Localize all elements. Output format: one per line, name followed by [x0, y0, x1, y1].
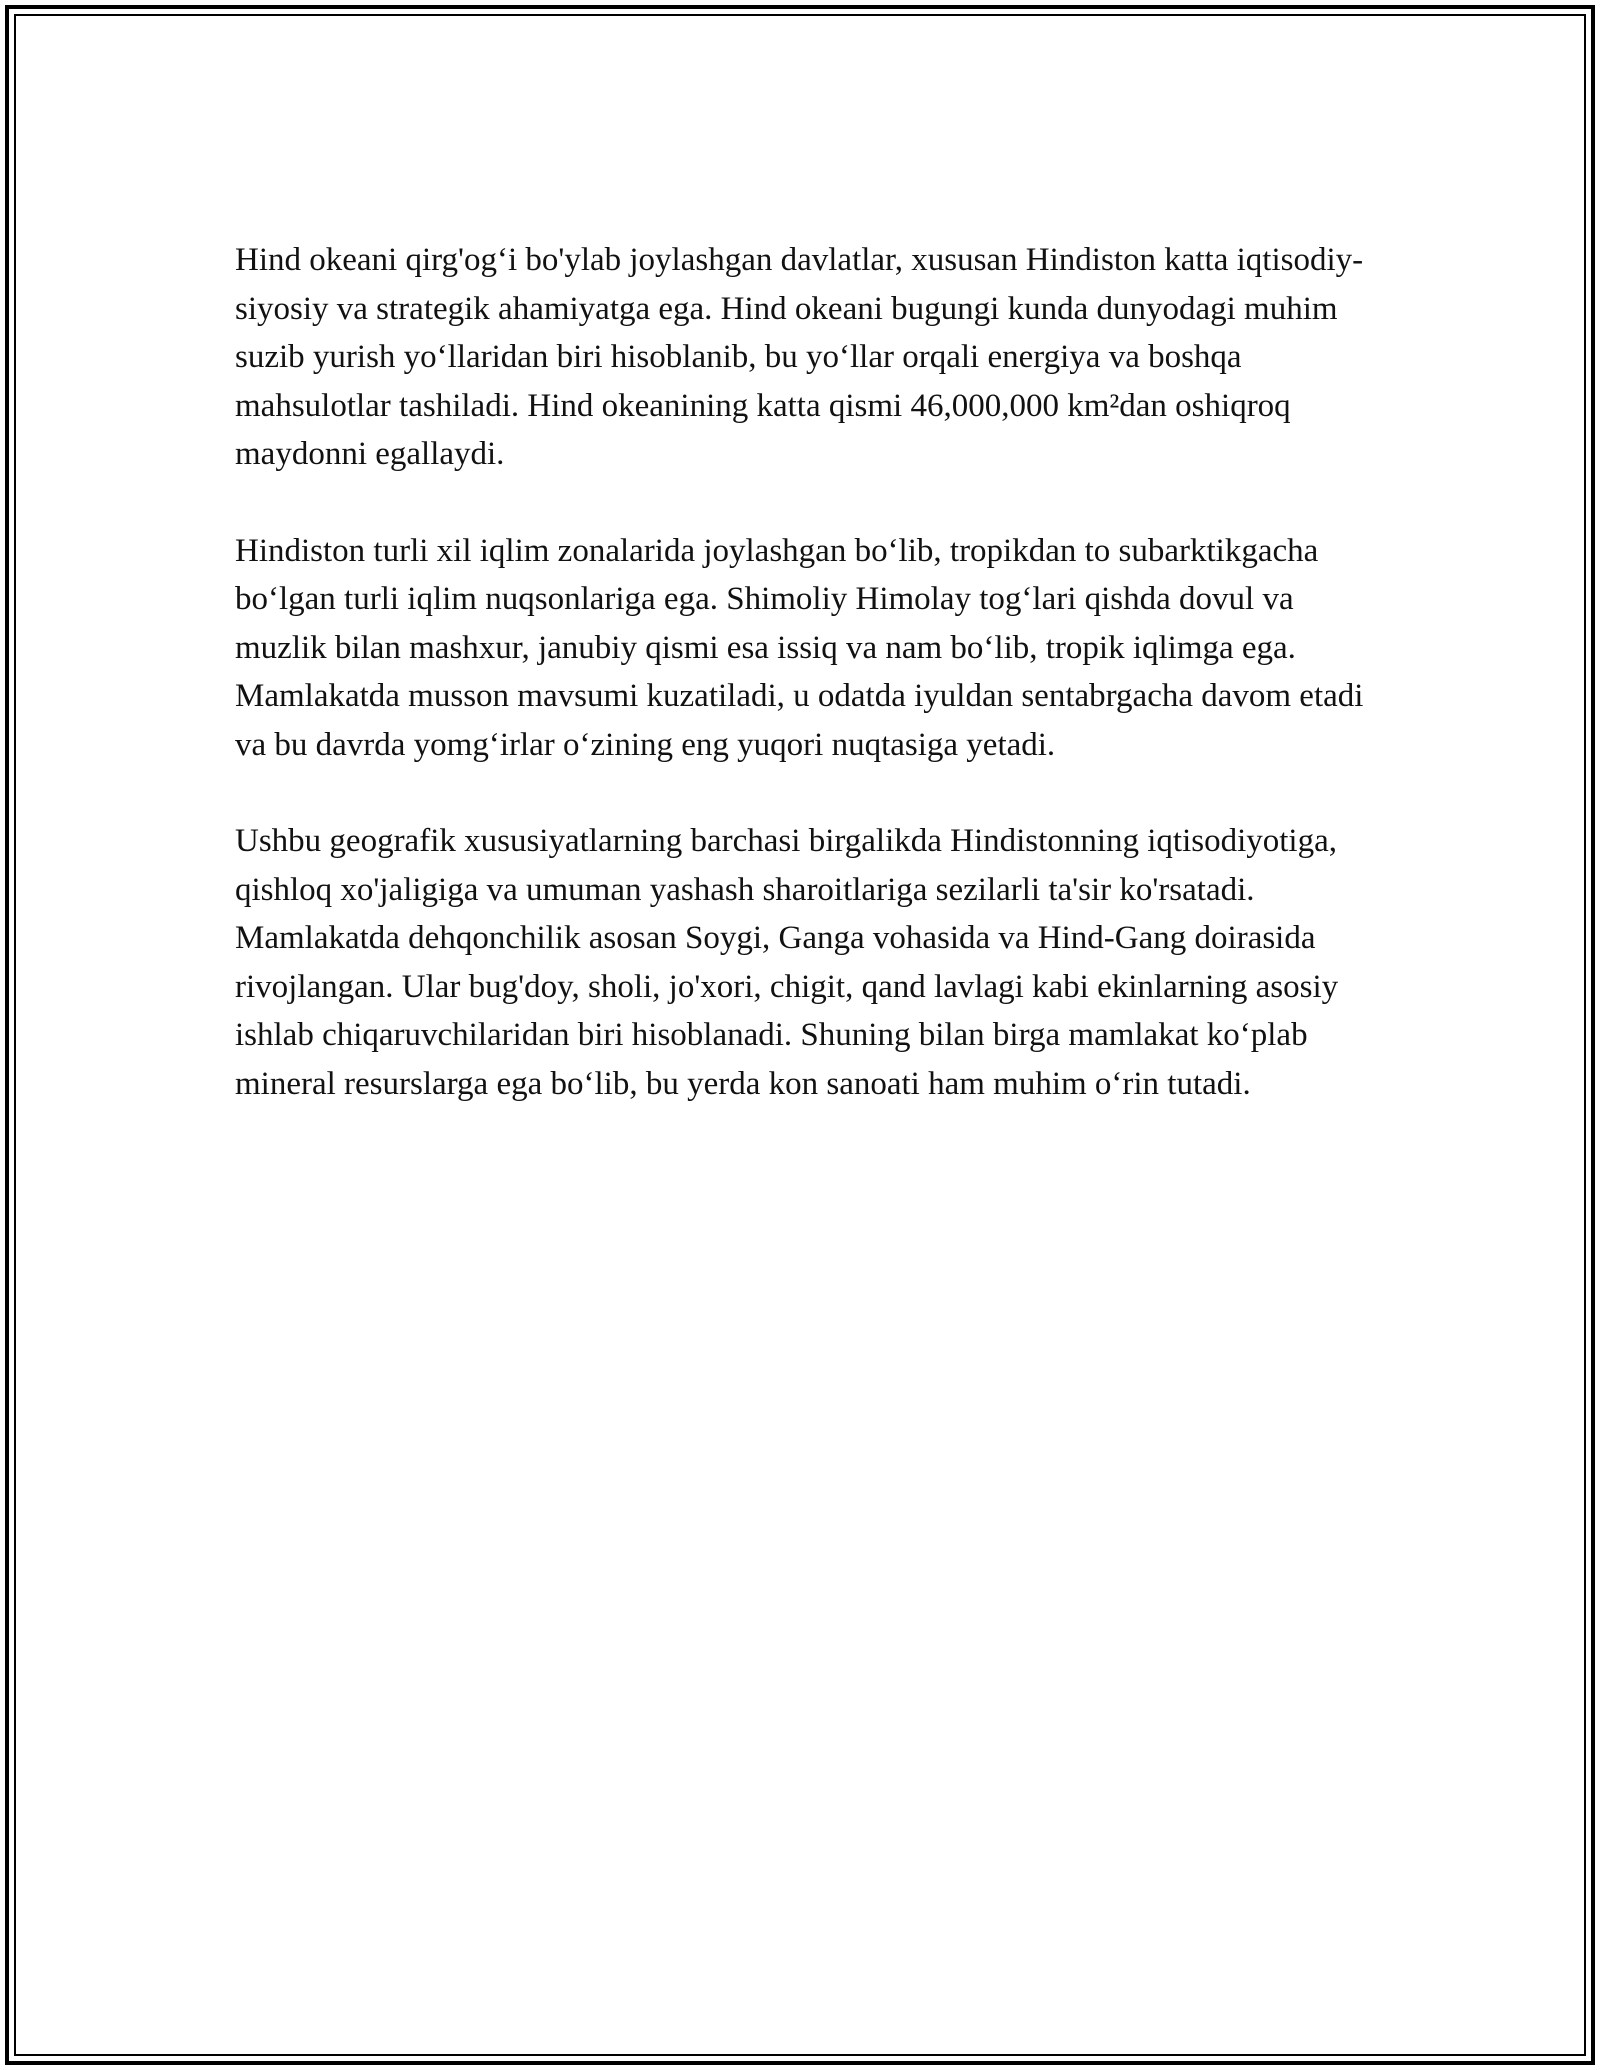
paragraph-1: Hind okeani qirg'og‘i bo'ylab joylashgan davlatlar, xususan Hindiston katta iqtisodiy-siyosiy va strategik ahamiyatga ega. Hind okeani bugungi kunda dunyodagi muhim suzib yurish yo‘llaridan biri hisoblanib, bu yo‘llar orqali energiya va boshqa mahsulotlar tashiladi. Hind okeanining katta qismi 46,000,000 km²dan oshiqroq maydonni egallaydi. — [235, 242, 1364, 472]
paragraph-2: Hindiston turli xil iqlim zonalarida joylashgan bo‘lib, tropikdan to subarktikgacha bo‘lgan turli iqlim nuqsonlariga ega. Shimoliy Himolay tog‘lari qishda dovul va muzlik bilan mashxur, janubiy qismi esa issiq va nam bo‘lib, tropik iqlimga ega. Mamlakatda musson mavsumi kuzatiladi, u odatda iyuldan sentabrgacha davom etadi va bu davrda yomg‘irlar o‘zining eng yuqori nuqtasiga yetadi. — [235, 532, 1364, 763]
paragraph-3: Ushbu geografik xususiyatlarning barchasi birgalikda Hindistonning iqtisodiyotiga, qishloq xo'jaligiga va umuman yashash sharoitlariga sezilarli ta'sir ko'rsatadi. Mamlakatda dehqonchilik asosan Soygi, Ganga vohasida va Hind-Gang doirasida rivojlangan. Ular bug'doy, sholi, jo'xori, chigit, qand lavlagi kabi ekinlarning asosiy ishlab chiqaruvchilaridan biri hisoblanadi. Shuning bilan birga mamlakat ko‘plab mineral resurslarga ega bo‘lib, bu yerda kon sanoati ham muhim o‘rin tutadi. — [235, 823, 1339, 1102]
document-body — [235, 236, 1365, 1156]
